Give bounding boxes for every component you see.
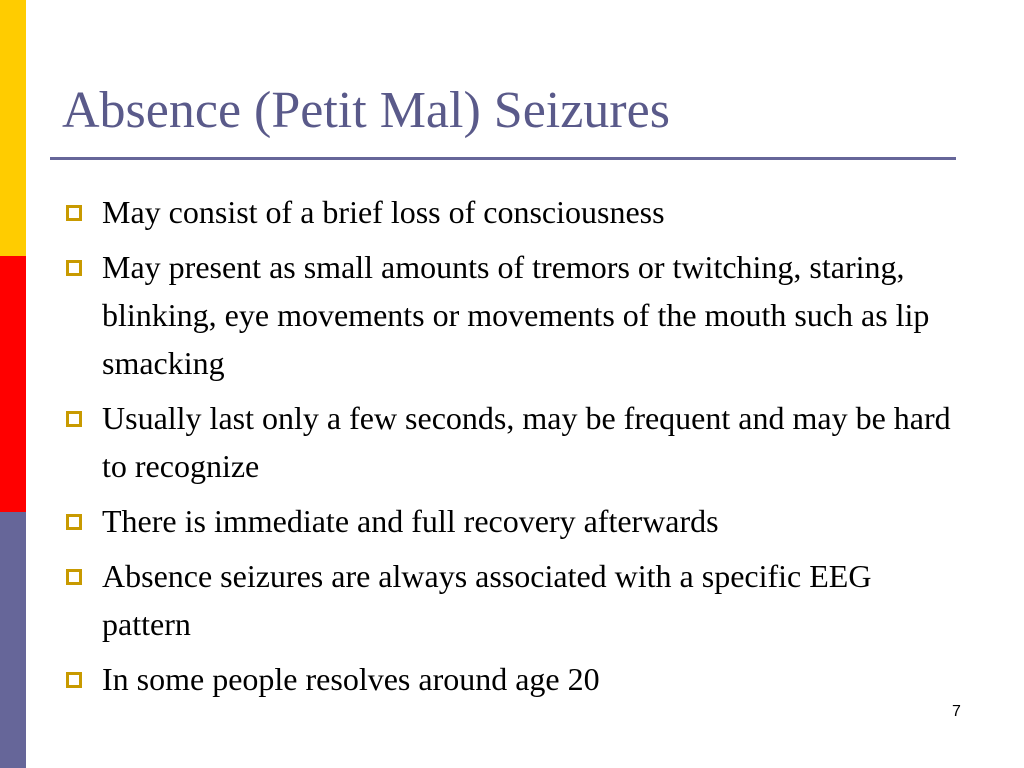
page-number: 7 <box>952 703 961 720</box>
bullet-item <box>66 188 966 236</box>
bullet-item <box>66 497 966 545</box>
square-bullet-icon <box>66 514 82 530</box>
bullet-item <box>66 394 966 490</box>
square-bullet-icon <box>66 672 82 688</box>
bullet-text: In some people resolves around age 20 <box>102 661 600 697</box>
bullet-text: Usually last only a few seconds, may be frequent and may be hard to recognize <box>102 400 951 484</box>
square-bullet-icon <box>66 205 82 221</box>
square-bullet-icon <box>66 411 82 427</box>
bullet-text: Absence seizures are always associated with a specific EEG pattern <box>102 558 872 642</box>
title-underline <box>50 157 956 160</box>
left-stripe-purple <box>0 512 26 768</box>
bullet-list <box>66 188 966 710</box>
bullet-item <box>66 655 966 703</box>
bullet-item <box>66 552 966 648</box>
bullet-item <box>66 243 966 387</box>
bullet-text: May consist of a brief loss of consciousness <box>102 194 665 230</box>
bullet-text: There is immediate and full recovery afterwards <box>102 503 719 539</box>
square-bullet-icon <box>66 260 82 276</box>
slide-title: Absence (Petit Mal) Seizures <box>62 82 670 139</box>
square-bullet-icon <box>66 569 82 585</box>
left-stripe-red <box>0 256 26 512</box>
bullet-text: May present as small amounts of tremors or twitching, staring, blinking, eye movements or movements of the mouth such as lip smacking <box>102 249 930 381</box>
left-stripe-yellow <box>0 0 26 256</box>
